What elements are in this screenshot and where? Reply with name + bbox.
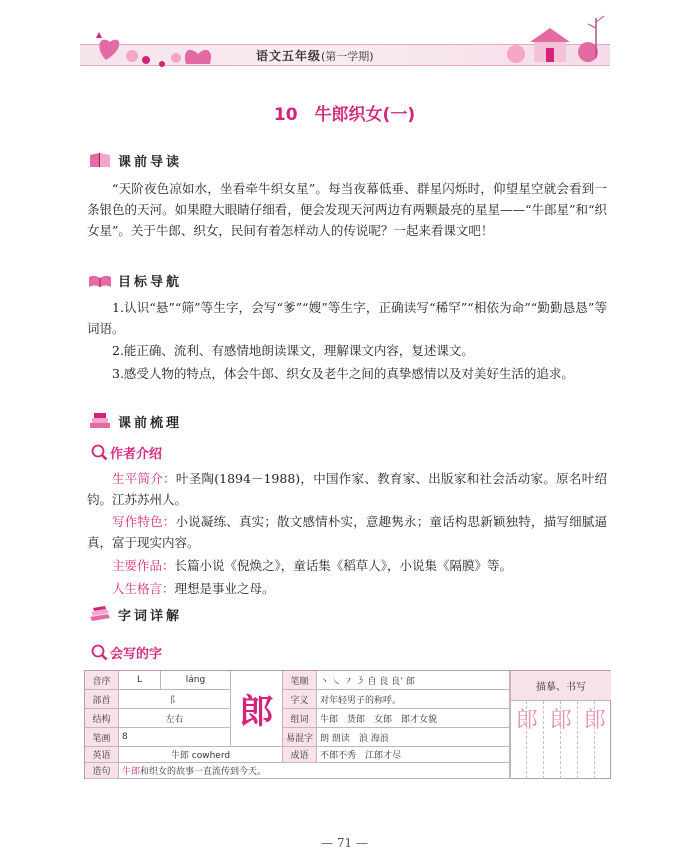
value-structure: 左右 [119, 709, 231, 728]
character-table [84, 670, 611, 779]
trace-char-3: 郎 [583, 707, 606, 733]
lesson-title: 10 牛郎织女(一) [273, 105, 416, 125]
book-title: 语文五年级(第一学期) [256, 49, 374, 63]
grid-line [526, 701, 527, 779]
preview-paragraph: “天阶夜色凉如水，坐看牵牛织女星”。每当夜幕低垂、群星闪烁时，仰望星空就会看到一条银色的天河。如果瞪大眼睛仔细看，便会发现天河两边有两颗最亮的星星——“牛郎星”和“织女星”。关于牛郎、织女，民间有着怎样动人的传说呢？一起来看课文吧！ [87, 181, 607, 238]
value-stroke-order: 丶 ㇏ ㇇ ㇋ 自 良 良ʼ 郎 [317, 671, 510, 690]
magnifier-icon [90, 643, 108, 661]
label-confusable: 易混字 [283, 728, 317, 747]
section-vocab-heading: 字词详解 [88, 604, 182, 624]
stacked-books-icon [88, 605, 112, 623]
trace-char-1: 郎 [515, 707, 538, 733]
header-banner [80, 14, 610, 80]
book-icon [88, 151, 112, 169]
grid-line [577, 701, 578, 779]
grid-line [560, 701, 561, 779]
books-stack-icon [88, 412, 112, 430]
value-meaning: 对年轻男子的称呼。 [317, 690, 510, 709]
label-meaning: 字义 [283, 690, 317, 709]
value-pinyin: láng [161, 671, 231, 690]
goal-item-3: 3.感受人物的特点，体会牛郎、织女及老牛之间的真挚感情以及对美好生活的追求。 [112, 366, 574, 381]
author-works: 主要作品：长篇小说《倪焕之》，童话集《稻草人》，小说集《隔膜》等。 [112, 558, 513, 573]
author-intro-heading: 作者介绍 [90, 442, 162, 462]
trace-heading: 描摹、书写 [510, 671, 611, 701]
open-book-icon [88, 271, 112, 289]
write-chars-heading: 会写的字 [90, 642, 162, 662]
label-structure: 结构 [85, 709, 119, 728]
value-idiom: 不郎不秀 江郎才尽 [317, 747, 510, 763]
value-words: 牛郎 货郎 女郎 郎才女貌 [317, 709, 510, 728]
value-strokes: 8 [119, 728, 231, 747]
value-order: L [119, 671, 161, 690]
section-preview-heading: 课前导读 [88, 150, 182, 170]
goal-item-2: 2.能正确、流利、有感情地朗读课文，理解课文内容，复述课文。 [112, 343, 474, 358]
magnifier-icon [90, 443, 108, 461]
author-life: 生平简介：叶圣陶(1894－1988)，中国作家、教育家、出版家和社会活动家。原名叶绍钧。江苏苏州人。 [87, 471, 607, 507]
section-goals-heading: 目标导航 [88, 270, 182, 290]
value-confusable: 朗 朗读 浪 海浪 [317, 728, 510, 747]
label-strokes: 笔画 [85, 728, 119, 747]
value-radical: 阝 [119, 690, 231, 709]
house-decoration-icon [500, 14, 610, 74]
section-review-heading: 课前梳理 [88, 411, 182, 431]
grid-line [543, 701, 544, 779]
label-idiom: 成语 [283, 747, 317, 763]
label-words: 组词 [283, 709, 317, 728]
label-english: 英语 [85, 747, 119, 763]
big-character: 郎 [231, 671, 283, 747]
heart-decoration-icon [86, 20, 226, 76]
label-sentence: 造句 [85, 763, 119, 779]
trace-char-2: 郎 [549, 707, 572, 733]
label-order: 音序 [85, 671, 119, 690]
value-sentence: 牛郎 和织女的故事一直流传到今天。 [119, 763, 510, 779]
author-motto: 人生格言：理想是事业之母。 [112, 581, 275, 596]
grid-line [594, 701, 595, 779]
goal-item-1: 1.认识“悬”“筛”等生字，会写“爹”“嫂”等生字，正确读写“稀罕”“相依为命”“勤勤恳恳”等词语。 [87, 300, 607, 336]
label-radical: 部首 [85, 690, 119, 709]
page-number: — 71 — [321, 836, 368, 850]
author-style: 写作特色：小说凝练、真实；散文感情朴实，意趣隽永；童话构思新颖独特，描写细腻逼真，富于现实内容。 [87, 514, 607, 550]
label-stroke-order: 笔顺 [283, 671, 317, 690]
value-english: 牛郎 cowherd [119, 747, 283, 763]
